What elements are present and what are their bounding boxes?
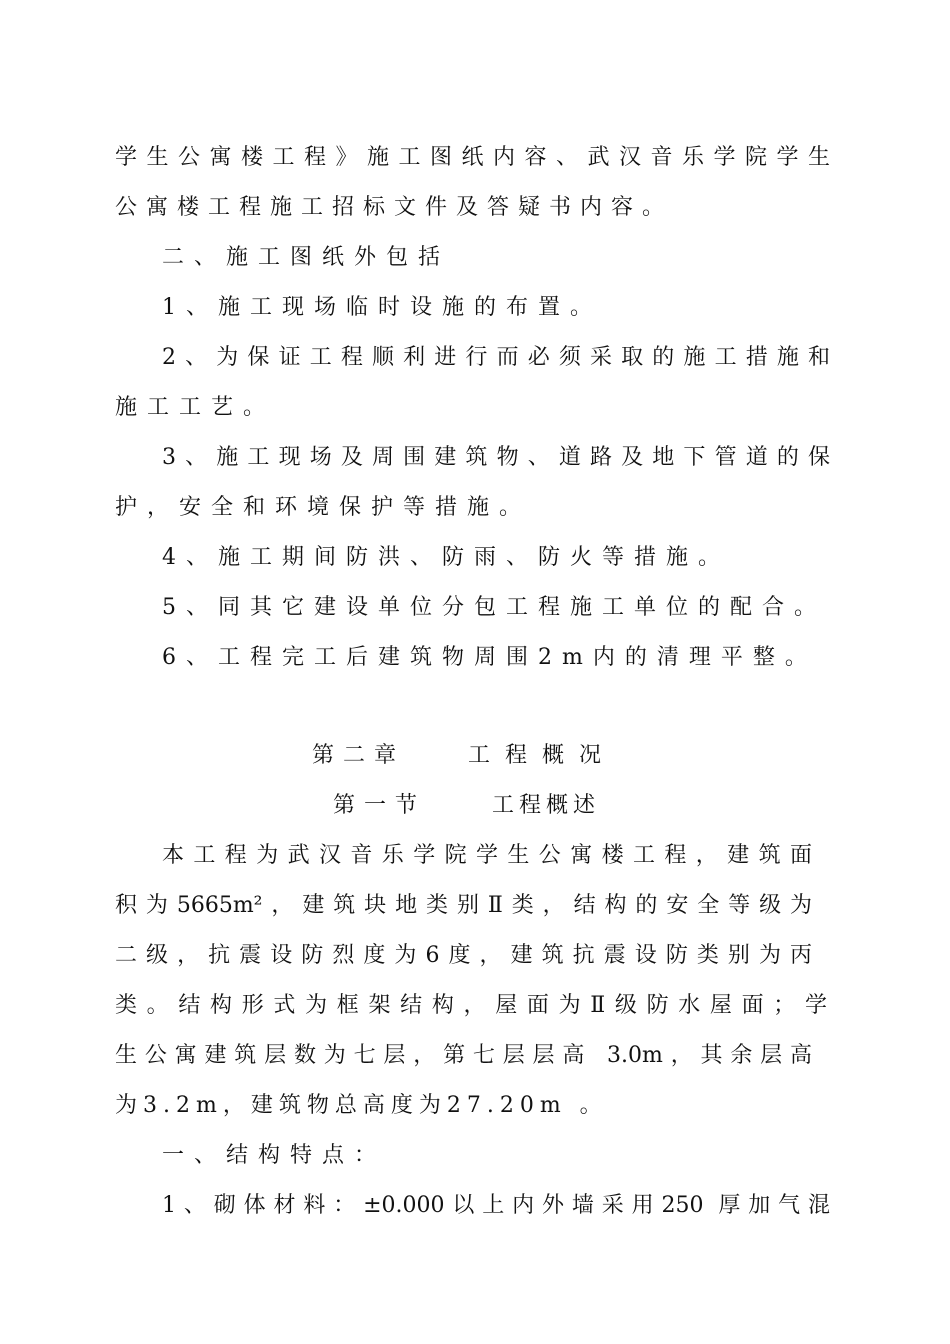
body-line: 二级，抗震设防烈度为6度，建筑抗震设防类别为丙 [115,943,812,968]
body-line: 类。结构形式为框架结构，屋面为Ⅱ级防水屋面；学 [115,993,827,1018]
body-line: 生公寓建筑层数为七层，第七层层高 3.0m，其余层高 [115,1043,812,1068]
section-title: 工程概述 [492,793,601,818]
body-line: 积为5665m²，建筑块地类别Ⅱ类，结构的安全等级为 [115,893,812,918]
section-number: 第一节 [333,793,427,818]
list-item: 5、同其它建设单位分包工程施工单位的配合。 [162,595,826,620]
list-item: 1、施工现场临时设施的布置。 [162,295,602,320]
paragraph-line: 公寓楼工程施工招标文件及答疑书内容。 [115,195,674,220]
subheading: 一、结构特点： [162,1143,387,1168]
body-line: 为3.2m，建筑物总高度为27.20m 。 [115,1093,608,1118]
list-item: 6、工程完工后建筑物周围2m内的清理平整。 [162,645,817,670]
chapter-title: 工 程 概 况 [468,743,605,768]
body-line: 1、砌体材料：±0.000以上内外墙采用250 厚加气混 [162,1193,830,1218]
body-line: 本工程为武汉音乐学院学生公寓楼工程，建筑面 [162,843,812,868]
list-item-continuation: 施工工艺。 [115,395,276,420]
list-item: 2、为保证工程顺利进行而必须采取的施工措施和 [162,345,830,370]
paragraph-line: 学生公寓楼工程》施工图纸内容、武汉音乐学院学生 [115,145,830,170]
chapter-number: 第二章 [312,743,406,768]
list-item-continuation: 护，安全和环境保护等措施。 [115,495,532,520]
list-item: 4、施工期间防洪、防雨、防火等措施。 [162,545,730,570]
list-heading: 二、施工图纸外包括 [162,245,451,270]
list-item: 3、施工现场及周围建筑物、道路及地下管道的保 [162,445,830,470]
